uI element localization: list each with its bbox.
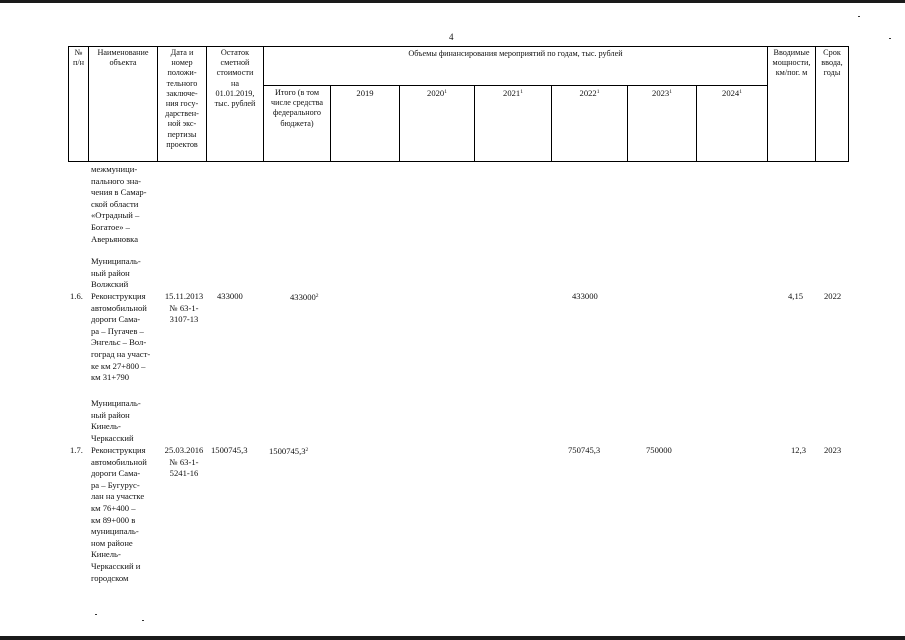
row-1-7-capacity: 12,3 bbox=[791, 445, 807, 455]
header-col-balance: Остаток сметной стоимости на 01.01.2019, тыс. рублей bbox=[214, 48, 256, 109]
row-1-6-number: 1.6. bbox=[70, 291, 83, 301]
header-year-2023: 2023$^1$ bbox=[652, 88, 672, 98]
header-col-date: Дата и номер положи- тельного заключе- ния госу- дарствен- ной экс- пертизы проектов bbox=[165, 48, 199, 149]
continuation-text: межмуници- пального зна- чения в Самар- ской области «Отрадный – Богатое» – Аверьяновка bbox=[91, 164, 147, 244]
row-1-6-capacity: 4,15 bbox=[788, 291, 804, 301]
grid-line bbox=[68, 46, 849, 47]
row-1-6-2022: 433000 bbox=[572, 291, 598, 301]
header-year-2022: 2022$^1$ bbox=[579, 88, 600, 98]
row-1-7-expertise-date: 25.03.2016 № 63-1- 5241-16 bbox=[164, 445, 204, 479]
row-1-7-2023: 750000 bbox=[646, 445, 672, 455]
table-header bbox=[68, 46, 849, 162]
grid-line bbox=[848, 46, 849, 162]
grid-line bbox=[263, 85, 767, 86]
header-year-2021: 2021$^1$ bbox=[503, 88, 523, 98]
header-col-funding: Объемы финансирования мероприятий по годам, тыс. рублей bbox=[408, 49, 623, 58]
row-1-6-expertise-date: 15.11.2013 № 63-1- 3107-13 bbox=[164, 291, 204, 325]
header-year-2020: 2020$^1$ bbox=[427, 88, 447, 98]
row-1-7-balance: 1500745,3 bbox=[211, 445, 248, 455]
header-col-name: Наименование объекта bbox=[97, 48, 149, 68]
row-1-6-district: Муниципаль- ный район Волжский bbox=[91, 256, 141, 290]
row-1-6-term: 2022 bbox=[824, 291, 842, 301]
page-number: 4 bbox=[449, 32, 454, 42]
scan-edge-top bbox=[0, 0, 905, 3]
header-year-2024: 2024$^1$ bbox=[722, 88, 742, 98]
row-1-7-2022: 750745,3 bbox=[568, 445, 601, 455]
scan-edge-bottom bbox=[0, 636, 905, 640]
row-1-7-name: Реконструкция автомобильной дороги Сама- ра – Бугурус- лан на участке км 76+400 – км 89+000 в муниципаль- ном районе Кинель- Черкасский и городском bbox=[91, 445, 147, 583]
scan-speck bbox=[142, 620, 144, 621]
header-col-total: Итого (в том числе средства федерального бюджета) bbox=[271, 88, 323, 128]
header-col-capacity: Вводимые мощности, км/пог. м bbox=[772, 48, 811, 78]
header-col-no: № п/н bbox=[72, 48, 85, 68]
header-year-2019: 2019 bbox=[356, 88, 374, 98]
row-1-7-total: 1500745,3$^2$ bbox=[269, 446, 309, 456]
scan-speck bbox=[858, 16, 860, 17]
grid-line bbox=[68, 161, 849, 162]
row-1-7-district: Муниципаль- ный район Кинель- Черкасский bbox=[91, 398, 141, 443]
row-1-6-balance: 433000 bbox=[217, 291, 243, 301]
header-col-term: Срок ввода, годы bbox=[821, 48, 843, 78]
row-1-7-number: 1.7. bbox=[70, 445, 83, 455]
scan-speck bbox=[95, 614, 97, 615]
row-1-6-total: 433000$^2$ bbox=[290, 292, 319, 302]
scan-speck bbox=[889, 38, 891, 39]
row-1-7-term: 2023 bbox=[824, 445, 842, 455]
row-1-6-name: Реконструкция автомобильной дороги Сама- ра – Пугачев – Энгельс – Вол- гоград на участ- ке км 27+800 – км 31+790 bbox=[91, 291, 151, 383]
